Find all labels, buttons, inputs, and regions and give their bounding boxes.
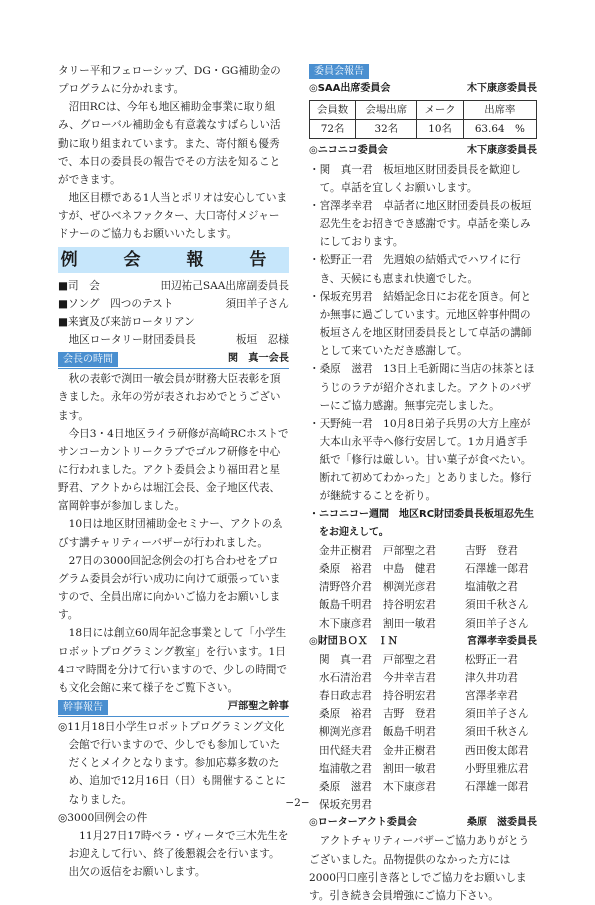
member-name: 田代経夫君 (319, 744, 372, 757)
table-cell: 72名 (310, 120, 356, 139)
weekly-heading: ・ニコニコー週間 地区RC財団委員長板垣忍先生をお迎えして。 (309, 508, 535, 538)
speaker-name: 戸部聖之幹事 (227, 700, 289, 712)
speaker-name: 関 真一会長 (227, 353, 289, 365)
president-paragraph: 18日には創立60周年記念事業として「小学生ロボットプログラミング教室」を行います。1日4コマ時間を分けて行いますので、少しの時間でも文化会館に来て様子をご覧下さい。 (58, 627, 287, 694)
member-name: 飯島千明君 (383, 726, 436, 739)
member-name: 塩浦敬之君 (319, 762, 372, 775)
box-names-grid (309, 651, 537, 814)
committee-report-header (309, 63, 537, 79)
attendance-table (309, 100, 537, 139)
member-name: 中島 健君 (383, 563, 436, 576)
member-name: 吉野 登君 (383, 708, 436, 721)
intro-paragraph: 沼田RCは、今年も地区補助金事業に取り組み、グローバル補助金も有意義なすばらしい活動に取り組まれています。また、寄付額も優秀で、本日の委員長の報告でその方法を知ることができます。 (58, 101, 281, 186)
niko-item: ・宮澤孝幸君 卓話者に地区財団委員長の板垣忍先生をお招きでき感謝です。卓話を楽しみにしております。 (309, 199, 532, 249)
member-name: 保坂充男君 (319, 799, 372, 812)
member-name: 須田千秋さん (465, 726, 529, 739)
niko-item: ・桑原 滋君 13日上毛新聞に当店の抹茶とほうじのラテが紹介されました。アクトのバザーにご協力感謝。無事完売しました。 (309, 363, 535, 412)
role-line: ■来賓及び来訪ロータリアン (58, 315, 195, 328)
box-heading: ◎財団ＢＯＸ ＩＮ 宮澤孝幸委員長 (309, 635, 537, 647)
member-name: 石澤雄一郎君 (465, 563, 529, 576)
table-header: 出席率 (463, 101, 536, 120)
member-name: 桑原 裕君 (319, 708, 372, 721)
section-tag: 委員会報告 (309, 64, 369, 79)
niko-item: ・関 真一君 板垣地区財団委員長を歓迎して。卓話を宜しくお願いします。 (309, 163, 521, 194)
member-name: 松野正一君 (465, 653, 518, 666)
act-paragraph: アクトチャリティーバザーご協力ありがとうございました。品物提供のなかった方には2000円口座引き落としでご協力をお願いします。引き続き会員増強にご協力下さい。 (309, 835, 530, 902)
member-name: 割田一敏君 (383, 617, 436, 630)
meeting-report-banner: 例 会 報 告 (58, 247, 289, 273)
president-paragraph: 今日3・4日地区ライラ研修が高崎RCホストでサンコーカントリークラブでゴルフ研修を中心に行われました。アクト委員会より福田君と星野君、アクトからは堀江会長、金子地区代表、富岡幹事が参加しました。 (58, 427, 289, 513)
member-name: 津久井功君 (465, 672, 518, 684)
member-name: 小野里雅広君 (465, 762, 529, 775)
member-name: 戸部聖之君 (383, 653, 436, 666)
member-name: 吉野 登君 (465, 544, 518, 557)
secretary-report-header (58, 698, 289, 717)
member-name: 今井幸吉君 (383, 672, 436, 684)
niko-item: ・松野正一君 先週娘の結婚式でハワイに行き、天候にも恵まれ快適でした。 (309, 254, 521, 285)
table-header: 会員数 (310, 101, 356, 120)
member-name: 柳渕光彦君 (319, 726, 372, 739)
section-tag: 会長の時間 (58, 352, 118, 367)
secretary-item: ◎11月18日小学生ロボットプログラミング文化会館で行いますので、少しでも参加していただくとメイクとなります。参加応募多数のため、追加で12月16日（日）も開催することになりました。 (58, 721, 286, 806)
niko-heading: ◎ニコニコ委員会 木下康彦委員長 (309, 145, 537, 157)
secretary-item: 11月27日17時ベラ・ヴィータで三木先生をお迎えして行い、終了後懇親会を行います。出欠の返信をお願いします。 (68, 829, 289, 879)
intro-paragraph: タリー平和フェローシップ、DG・GG補助金のプログラムに分かれます。 (58, 65, 281, 96)
member-name: 西田俊太郎君 (465, 744, 529, 757)
member-name: 持谷明宏君 (383, 599, 436, 612)
member-name: 飯島千明君 (319, 599, 372, 612)
member-name: 桑原 滋君 (319, 780, 372, 793)
role-line: 地区ロータリー財団委員長 板垣 忍様 (58, 334, 289, 347)
table-cell: 63.64 % (463, 120, 536, 139)
member-name: 清野啓介君 (319, 581, 372, 594)
member-name: 割田一敏君 (383, 762, 436, 775)
right-column (309, 62, 537, 905)
intro-paragraph: 地区目標である1人当とポリオは安心していますが、ぜひベネファクター、大口寄付メジャードナーのご協力もお願いいたします。 (58, 192, 288, 241)
saa-heading: ◎SAA出席委員会 木下康彦委員長 (309, 83, 537, 94)
member-name: 木下康彦君 (319, 617, 372, 630)
member-name: 関 真一君 (319, 653, 372, 666)
niko-item: ・天野純一君 10月8日弟子兵男の大方上座が大本山永平寺へ修行安居して。1カ月過ぎ手紙で「修行は厳しい。甘い菓子が食べたい。断れて初めてわかった」とありました。修行が継続することを祈り。 (309, 417, 532, 503)
member-name: 金井正樹君 (383, 744, 436, 757)
member-name: 持谷明宏君 (383, 690, 436, 703)
member-name: 石澤雄一郎君 (465, 780, 529, 793)
member-name: 水石清治君 (319, 672, 372, 684)
president-paragraph: 10日は地区財団補助金セミナー、アクトのゑびす講チャリティーバザーが行われました。 (58, 518, 283, 549)
niko-item: ・保坂充男君 結婚記念日にお花を頂き。何とか無事に過ごしています。元地区幹事仲間の板垣さんを地区財団委員長として卓話の講師として来ていただき感謝して。 (309, 290, 532, 358)
section-tag: 幹事報告 (58, 700, 108, 715)
table-header: 会場出席 (356, 101, 417, 120)
president-time-header (58, 350, 289, 369)
member-name: 春日政志君 (319, 690, 372, 703)
member-name: 桑原 裕君 (319, 563, 372, 576)
member-name: 宮澤孝幸君 (465, 690, 518, 703)
member-name: 須田千秋さん (465, 599, 529, 612)
member-name: 塩浦敬之君 (465, 581, 518, 594)
member-name: 柳渕光彦君 (383, 581, 436, 594)
role-line: ■ソング 四つのテスト 須田羊子さん (58, 297, 289, 310)
president-paragraph: 秋の表彰で渕田一敏会員が財務大臣表彰を頂きました。永年の労が表されおめでとうございます。 (58, 373, 281, 422)
role-line: ■司 会 田辺祐己SAA出席副委員長 (58, 279, 289, 292)
table-cell: 32名 (356, 120, 417, 139)
member-name: 木下康彦君 (383, 780, 436, 793)
act-heading: ◎ローターアクト委員会 桑原 滋委員長 (309, 817, 537, 829)
secretary-item: ◎3000回例会の件 (58, 811, 148, 824)
member-name: 戸部聖之君 (383, 544, 436, 557)
table-cell: 10名 (417, 120, 463, 139)
table-header: メーク (417, 101, 463, 120)
member-name: 金井正樹君 (319, 544, 372, 557)
page-number: −2− (285, 797, 310, 809)
president-paragraph: 27日の3000回記念例会の打ち合わせをプログラム委員会が行い成功に向けて頑張っていますので、全員出席に向かいご協力をお願いします。 (58, 554, 281, 622)
member-name: 須田羊子さん (465, 617, 529, 630)
weekly-names-grid (309, 542, 537, 633)
left-column (58, 62, 289, 881)
member-name: 須田羊子さん (465, 708, 529, 721)
